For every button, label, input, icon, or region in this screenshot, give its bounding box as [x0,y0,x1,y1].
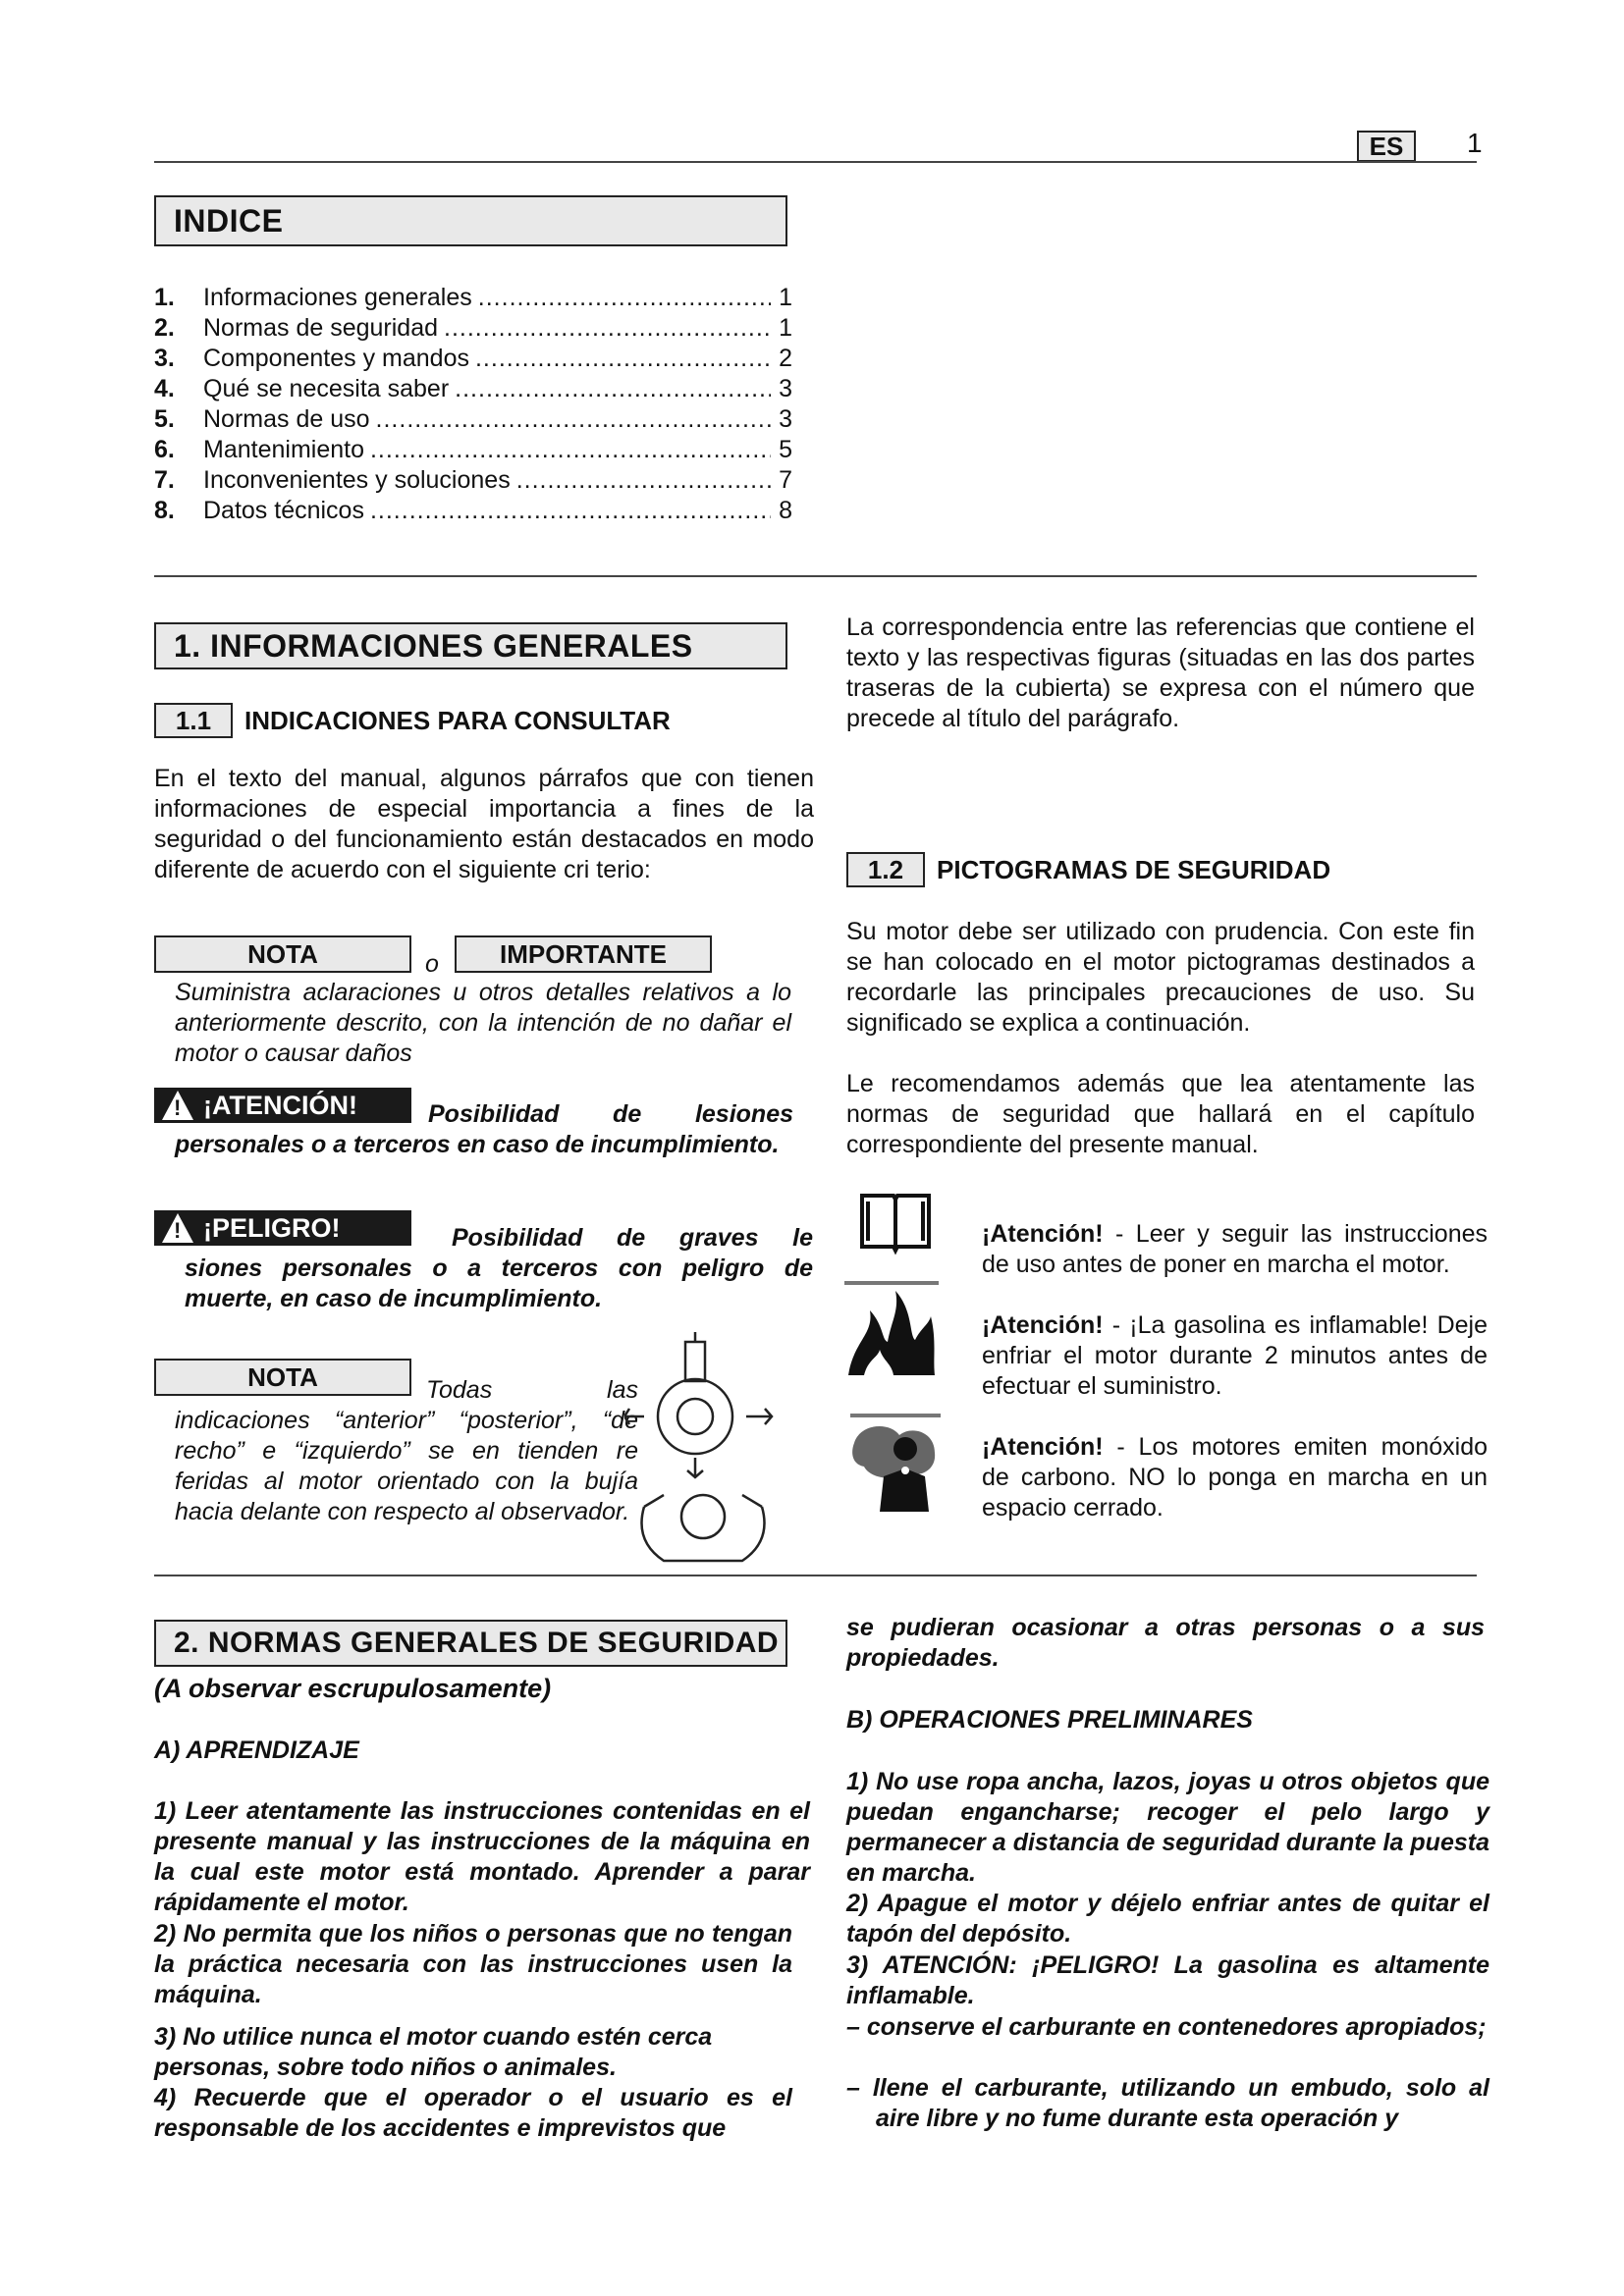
index-item-page: 8 [779,497,792,524]
subsection-1-2 [846,852,1330,887]
nota-label: NOTA [154,935,411,973]
carbon-monoxide-icon [850,1414,941,1512]
header-rule [154,161,1477,163]
index-item [154,283,792,313]
index-item-number: 8. [154,497,175,524]
warning-triangle-icon: ! [162,1091,193,1120]
section-a-title: A) APRENDIZAJE [154,1736,359,1764]
index-item-page: 3 [779,405,792,433]
index-item-number: 5. [154,405,175,433]
atencion-text-label: ¡ATENCIÓN! [203,1090,357,1120]
index-item-page: 5 [779,436,792,463]
pictogram-3-text [982,1432,1488,1523]
section-b-item-3: 3) ATENCIÓN: ¡PELIGRO! La gasolina es altamente inflamable. [846,1951,1489,2009]
section-b-title: B) OPERACIONES PRELIMINARES [846,1706,1253,1734]
index-item-label: Inconvenientes y soluciones [203,466,511,494]
nota2-text: Todas las indicaciones “anterior” “posterior”, “de recho” e “izquierdo” se en tienden re feridas al motor orientado con la bujía hacia delante con respecto al observador. [175,1376,638,1525]
subsection-1-1 [154,703,671,738]
index-item-number: 6. [154,436,175,463]
section-a-item-3: 3) No utilice nunca el motor cuando estén cerca personas, sobre todo niños o animales. [154,2023,713,2081]
index-item-number: 7. [154,466,175,494]
index-item [154,374,792,404]
subsection-title: INDICACIONES PARA CONSULTAR [244,705,671,735]
peligro-text: Posibilidad de graves le siones personales o a terceros con peligro de muerte, en caso de incumplimiento. [185,1224,813,1312]
index-item [154,313,792,344]
section-a-item-2: 2) No permita que los niños o personas que no tengan la práctica necesaria con las instrucciones usen la máquina. [154,1920,792,2008]
index-item-leader [444,313,771,344]
index-item-page: 7 [779,466,792,494]
index-item-page: 3 [779,375,792,402]
pictogram-3-body: - Los motores emiten monóxido de carbono. NO lo ponga en marcha en un espacio cerrado. [982,1433,1488,1522]
index-item [154,435,792,465]
or-label: o [425,950,439,978]
index-item-number: 3. [154,345,175,372]
index-item-label: Datos técnicos [203,497,364,524]
engine-orientation-figure [624,1330,782,1566]
index-item-number: 1. [154,284,175,311]
index-item-label: Normas de seguridad [203,314,439,342]
section-a-item-1: 1) Leer atentamente las instrucciones contenidas en el presente manual y las instrucciones de la máquina en la cual este motor está montado. Aprender a parar rápidamente el motor. [154,1797,810,1916]
index-title: INDICE [154,195,787,246]
index-item-leader [478,283,771,313]
index-item-label: Mantenimiento [203,436,364,463]
index-list [154,283,792,526]
index-item-page: 1 [779,284,792,311]
section1-right-intro: La correspondencia entre las referencias que contiene el texto y las respectivas figuras (situadas en las dos partes traseras de la cubierta) se expresa con el número que precede al título del parágrafo. [846,614,1475,732]
index-item [154,496,792,526]
section1-title: 1. INFORMACIONES GENERALES [154,622,787,669]
index-item-leader [370,496,771,526]
index-item-page: 2 [779,345,792,372]
pictogram-1-body: - Leer y seguir las instrucciones de uso antes de poner en marcha el motor. [982,1220,1488,1278]
index-item-label: Qué se necesita saber [203,375,450,402]
atencion-text: Posibilidad de lesiones personales o a terceros en caso de incumplimiento. [175,1100,793,1158]
index-item-number: 4. [154,375,175,402]
index-item-number: 2. [154,314,175,342]
index-rule [154,575,1477,577]
index-item [154,404,792,435]
warning-triangle-icon: ! [162,1213,193,1243]
pictograms-intro: Su motor debe ser utilizado con prudencia. Con este fin se han colocado en el motor pictogramas destinados a recordarle las principales precauciones de uso. Su significado se explica a continuación. [846,918,1475,1037]
pictogram-1-bold: ¡Atención! [982,1220,1104,1248]
subsection-number: 1.1 [154,703,233,738]
section-a-item-4: 4) Recuerde que el operador o el usuario es el responsable de los accidentes e imprevistos que [154,2084,792,2142]
importante-label: IMPORTANTE [455,935,712,973]
section2-title: 2. NORMAS GENERALES DE SEGURIDAD [154,1620,787,1667]
peligro-text-label: ¡PELIGRO! [203,1212,341,1243]
subsection-number: 1.2 [846,852,925,887]
page-number: 1 [1467,128,1483,158]
index-item-label: Normas de uso [203,405,370,433]
index-item-leader [376,404,771,435]
section-b-list-item-2: – llene el carburante, utilizando un embudo, solo al aire libre y no fume durante esta operación y [846,2074,1489,2132]
section-b-item-2: 2) Apague el motor y déjelo enfriar antes de quitar el tapón del depósito. [846,1890,1489,1948]
manual-book-icon [858,1188,933,1256]
pictograms-intro-2: Le recomendamos además que lea atentamente las normas de seguridad que hallará en el capítulo correspondiente del presente manual. [846,1070,1475,1158]
section2-subtitle: (A observar escrupulosamente) [154,1674,552,1703]
index-item-leader [455,374,771,404]
nota2-label: NOTA [154,1359,411,1396]
index-item [154,344,792,374]
section-b-item-1: 1) No use ropa ancha, lazos, joyas u otros objetos que puedan engancharse; recoger el pelo largo y permanecer a distancia de seguridad durante la puesta en marcha. [846,1768,1489,1887]
fire-flammable-icon [844,1281,939,1379]
section1-rule [154,1575,1477,1576]
index-item-leader [370,435,771,465]
index-item-label: Componentes y mandos [203,345,469,372]
index-item-label: Informaciones generales [203,284,472,311]
pictogram-2-body: - ¡La gasolina es inflamable! Deje enfriar el motor durante 2 minutos antes de efectuar el suministro. [982,1311,1488,1400]
pictogram-1-text [982,1219,1488,1280]
pictogram-2-bold: ¡Atención! [982,1311,1104,1339]
language-badge: ES [1357,131,1416,162]
section-a-continuation: se pudieran ocasionar a otras personas o a sus propiedades. [846,1614,1485,1672]
index-item-leader [516,465,771,496]
section1-intro: En el texto del manual, algunos párrafos que con tienen informaciones de especial importancia a fines de la seguridad o del funcionamiento están destacados en modo diferente de acuerdo con el siguiente cri terio: [154,765,814,883]
index-item-leader [475,344,771,374]
subsection-title: PICTOGRAMAS DE SEGURIDAD [937,854,1331,884]
index-item-page: 1 [779,314,792,342]
nota-text: Suministra aclaraciones u otros detalles relativos a lo anteriormente descrito, con la intención de no dañar el motor o causar daños [175,979,791,1067]
pictogram-3-bold: ¡Atención! [982,1433,1104,1461]
index-item [154,465,792,496]
section-b-list-item-1: – conserve el carburante en contenedores apropiados; [846,2013,1487,2041]
pictogram-2-text [982,1310,1488,1402]
